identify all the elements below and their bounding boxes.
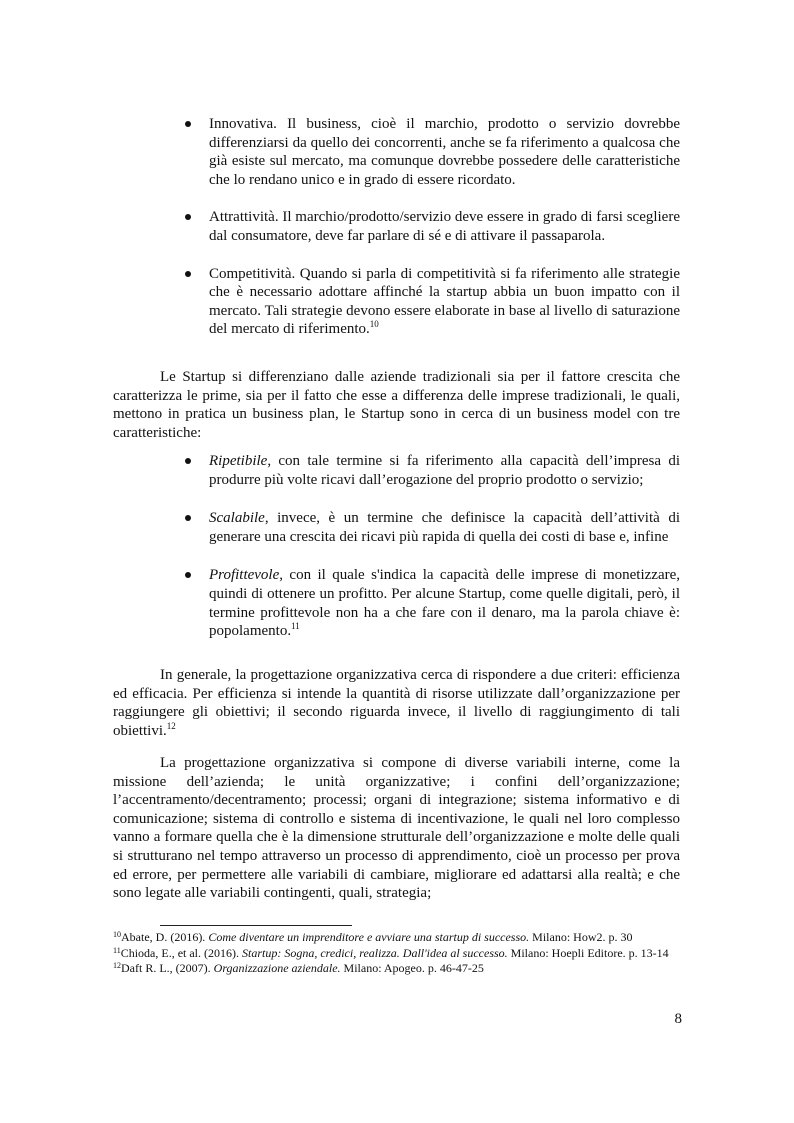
body-paragraph: Le Startup si differenziano dalle aziende tradizionali sia per il fattore crescita che caratterizza le prime, sia per il fatto che esse a differenza delle imprese tradizionali, le quali, mettono in pratica un business plan, le Startup sono in cerca di un business model con tre caratteristiche: [113,369,680,441]
footnote-title: Organizzazione aziendale. [213,961,341,975]
list-item-text: Attrattività. Il marchio/prodotto/servizio deve essere in grado di farsi scegliere dal consumatore, deve far parlare di sé e di attivare il passaparola. [209,209,680,244]
list-item [209,208,680,245]
footnote-author: Abate, D. (2016). [121,930,209,944]
footnote-publisher: Milano: How2. p. 30 [529,930,633,944]
list-item [209,452,680,489]
list-item-term: Scalabile [209,510,265,527]
list-item-text: , invece, è un termine che definisce la capacità dell’attività di generare una crescita dei ricavi più rapida di quella dei costi di base e, infine [209,510,680,545]
list-item-term: Ripetibile [209,453,268,469]
footnote-ref[interactable]: 10 [369,319,379,330]
footnote-publisher: Milano: Hoepli Editore. p. 13-14 [507,945,669,960]
paragraph-text: In generale, la progettazione organizzativa cerca di rispondere a due criteri: efficienza ed efficacia. Per efficienza si intende la quantità di risorse utilizzate dall’organizzazione per raggiungere gli obiettivi; il secondo riguarda invece, il livello di raggiungimento di tali obiettivi. [113,667,680,739]
bullet-icon [185,121,191,127]
footnote-title: Startup: Sogna, credici, realizza. Dall'idea al successo. [242,945,508,960]
footnote-number: 10 [113,930,121,939]
business-model-list [209,452,680,661]
page-number: 8 [674,1011,682,1027]
footnote-number: 11 [113,945,121,955]
list-item [209,509,680,546]
footnote-separator [160,925,352,926]
characteristics-list [209,115,680,358]
footnote-ref[interactable]: 12 [166,720,176,731]
footnote-author: Daft R. L., (2007). [121,961,214,975]
footnote [113,961,680,977]
footnote [113,946,680,962]
bullet-icon [185,572,191,578]
list-item-text: , con tale termine si fa riferimento alla capacità dell’impresa di produrre più volte ricavi dall’erogazione del proprio prodotto o servizio; [209,453,680,488]
footnote-ref[interactable]: 11 [291,621,300,632]
footnote-publisher: Milano: Apogeo. p. 46-47-25 [340,961,484,975]
list-item [209,566,680,640]
footnote-title: Come diventare un imprenditore e avviare una startup di successo. [208,930,530,944]
list-item-text: , con il quale s'indica la capacità delle imprese di monetizzare, quindi di ottenere un profitto. Per alcune Startup, come quelle digitali, però, il termine profittevole non ha a che fare con il denaro, ma la parola chiave è: popolamento. [209,567,680,640]
footnote-number: 12 [113,961,121,970]
list-item-text: Competitività. Quando si parla di competitività si fa riferimento alle strategie che è necessario adottare affinché la startup abbia un buon impatto con il mercato. Tali strategie devono essere elaborate in base al livello di saturazione del mercato di riferimento. [209,265,680,338]
footnote [113,930,680,946]
list-item-term: Profittevole [209,567,280,584]
footnote-author: Chioda, E., et al. (2016). [120,945,243,960]
list-item-text: Innovativa. Il business, cioè il marchio, prodotto o servizio dovrebbe differenziarsi da quello dei concorrenti, anche se fa riferimento a qualcosa che già esiste sul mercato, ma comunque dovrebbe possedere delle caratteristiche che lo rendano unico e in grado di essere ricordato. [209,116,680,188]
bullet-icon [185,515,191,521]
list-item [209,265,680,339]
list-item [209,115,680,189]
body-paragraph: La progettazione organizzativa si compone di diverse variabili interne, come la missione dell’azienda; le unità organizzative; i confini dell’organizzazione; l’accentramento/decentramento; processi; organi di integrazione; sistema informativo e di comunicazione; sistema di controllo e sistema di incentivazione, le quali nel loro complesso vanno a formare quella che è la dimensione strutturale dell’organizzazione e molte delle quali si strutturano nel tempo attraverso un processo di apprendimento, cioè un processo per prova ed errore, per permettere alle variabili di cambiare, migliorare ed adattarsi alla realtà; e che sono legate alle variabili contingenti, quali, strategia; [113,755,680,902]
body-paragraph [113,666,680,740]
footnotes [113,930,680,977]
bullet-icon [185,458,191,464]
bullet-icon [185,214,191,220]
bullet-icon [185,271,191,277]
